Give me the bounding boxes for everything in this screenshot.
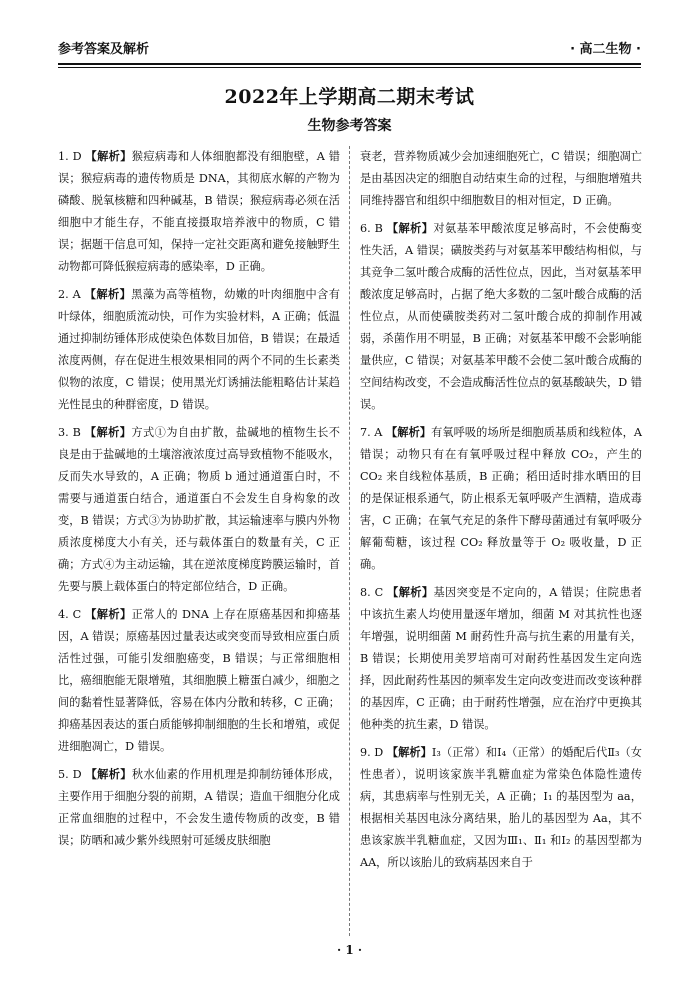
answer-item (360, 146, 642, 212)
page-number: · 1 · (336, 943, 363, 957)
question-answer-number: 4. C (58, 608, 82, 621)
analysis-text: 方式①为自由扩散，盐碱地的植物生长不良是由于盐碱地的土壤溶液浓度过高导致植物不能吸水，反而失水导致的，A 正确；物质 b 通过通道蛋白时，不需要与通道蛋白结合，通道蛋白不会发生自身构象的改变，B 错误；方式③为协助扩散，其运输速率与膜内外物质浓度梯度大小有关，还与载体蛋白的数量有关，C 正确；方式④为主动运输，其在逆浓度梯度跨膜运输时，首先要与膜上载体蛋白的特定部位结合，D 正确。 (58, 426, 340, 593)
analysis-tag: 【解析】 (84, 426, 132, 439)
column-divider (349, 146, 350, 936)
question-answer-number: 2. A (58, 288, 81, 301)
analysis-tag: 【解析】 (84, 288, 132, 301)
right-answer-column (360, 146, 642, 880)
exam-subtitle: 生物参考答案 (307, 118, 392, 134)
analysis-text: 基因突变是不定向的，A 错误；住院患者中该抗生素人均使用量逐年增加，细菌 M 对其抗性也逐年增强，说明细菌 M 耐药性升高与抗生素的用量有关，B 错误；长期使用美罗培南可对耐药性基因发生定向选择，因此耐药性基因的频率发生定向改变进而改变该种群的基因库，C 正确；由于耐药性增强，应在治疗中更换其他种类的抗生素，D 错误。 (360, 586, 642, 731)
question-answer-number: 1. D (58, 150, 82, 163)
answer-item (58, 764, 340, 852)
answer-item (58, 146, 340, 278)
answer-item (360, 582, 642, 736)
answer-item (58, 604, 340, 758)
analysis-text: Ⅰ₃（正常）和Ⅰ₄（正常）的婚配后代Ⅱ₃（女性患者），说明该家族半乳糖血症为常染色体隐性遗传病，其患病率与性别无关，A 正确；Ⅰ₁ 的基因型为 aa，根据相关基因电泳分离结果，胎儿的基因型为 Aa，其不患该家族半乳糖血症，又因为Ⅲ₁、Ⅱ₁ 和Ⅰ₂ 的基因型都为 AA，所以该胎儿的致病基因来自于 (360, 746, 642, 869)
analysis-text: 对氨基苯甲酸浓度足够高时，不会使酶变性失活，A 错误；磺胺类药与对氨基苯甲酸结构相似，与其竞争二氢叶酸合成酶的活性位点，因此，当对氨基苯甲酸浓度足够高时，占据了绝大多数的二氢叶酸合成酶的活性位点，从而使磺胺类药对二氢叶酸合成的抑制作用减弱，杀菌作用不明显，B 正确；对氨基苯甲酸不会影响能量供应，C 错误；对氨基苯甲酸不会使二氢叶酸合成酶的空间结构改变，不会造成酶活性位点的氨基酸缺失，D 错误。 (360, 222, 642, 411)
analysis-tag: 【解析】 (386, 426, 432, 439)
answer-item (58, 284, 340, 416)
analysis-text: 黑藻为高等植物，幼嫩的叶肉细胞中含有叶绿体，细胞质流动快，可作为实验材料，A 正确；低温通过抑制纺锤体形成使染色体数目加倍，B 错误；在最适浓度两侧，存在促进生根效果相同的两个不同的生长素类似物的浓度，C 错误；使用黑光灯诱捕法能粗略估计某趋光性昆虫的种群密度，D 错误。 (58, 288, 340, 411)
analysis-tag: 【解析】 (386, 746, 432, 759)
exam-title: 2022年上学期高二期末考试 (224, 86, 475, 108)
header-rule-thick (58, 63, 641, 65)
answer-item (58, 422, 340, 598)
analysis-text: 正常人的 DNA 上存在原癌基因和抑癌基因，A 错误；原癌基因过量表达或突变而导致相应蛋白质活性过强，可能引发细胞癌变，B 错误；与正常细胞相比，癌细胞能无限增殖，其细胞膜上糖蛋白减少，细胞之间的黏着性显著降低，容易在体内分散和转移，C 正确；抑癌基因表达的蛋白质能够抑制细胞的生长和增殖，或促进细胞凋亡，D 错误。 (58, 608, 341, 753)
left-answer-column (58, 146, 340, 858)
header-right-label: · 高二生物 · (570, 42, 641, 57)
question-answer-number: 3. B (58, 426, 81, 439)
analysis-tag: 【解析】 (387, 586, 434, 599)
page-header (58, 36, 641, 58)
analysis-tag: 【解析】 (386, 222, 434, 235)
answer-item (360, 742, 642, 874)
analysis-text: 猴痘病毒和人体细胞都没有细胞壁，A 错误；猴痘病毒的遗传物质是 DNA，其彻底水解的产物为磷酸、脱氧核糖和四种碱基，B 错误；猴痘病毒必须在活细胞中才能生存，不能直接摄取培养液中的物质，C 错误；据题干信息可知，保持一定社交距离和避免接触野生动物都可降低猴痘病毒的感染率，D 正确。 (58, 150, 340, 273)
analysis-tag: 【解析】 (85, 608, 132, 621)
header-rule-thin (58, 67, 641, 68)
analysis-tag: 【解析】 (85, 768, 132, 781)
question-answer-number: 7. A (360, 426, 383, 439)
question-answer-number: 9. D (360, 746, 384, 759)
question-answer-number: 8. C (360, 586, 384, 599)
analysis-text: 衰老，营养物质减少会加速细胞死亡，C 错误；细胞凋亡是由基因决定的细胞自动结束生命的过程，与细胞增殖共同维持器官和组织中细胞数目的相对恒定，D 正确。 (360, 150, 642, 207)
analysis-tag: 【解析】 (85, 150, 132, 163)
analysis-text: 有氧呼吸的场所是细胞质基质和线粒体，A 错误；动物只有在有氧呼吸过程中释放 CO₂，产生的 CO₂ 来自线粒体基质，B 正确；稻田适时排水晒田的目的是保证根系通气，防止根系无氧呼吸产生酒精，造成毒害，C 正确；在氧气充足的条件下酵母菌通过有氧呼吸分解葡萄糖，该过程 CO₂ 释放量等于 O₂ 吸收量，D 正确。 (360, 426, 642, 571)
question-answer-number: 5. D (58, 768, 82, 781)
answer-item (360, 218, 642, 416)
header-left-label: 参考答案及解析 (58, 42, 150, 57)
analysis-text: 秋水仙素的作用机理是抑制纺锤体形成，主要作用于细胞分裂的前期，A 错误；造血干细胞分化成正常血细胞的过程中，不会发生遗传物质的改变，B 错误；防晒和减少紫外线照射可延缓皮肤细胞 (58, 768, 340, 847)
question-answer-number: 6. B (360, 222, 383, 235)
answer-item (360, 422, 642, 576)
